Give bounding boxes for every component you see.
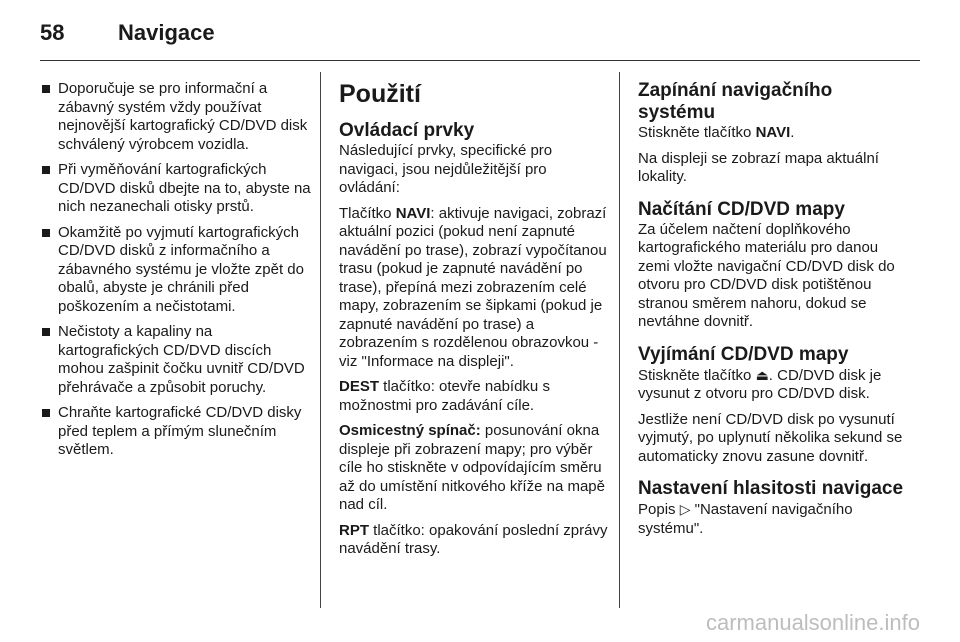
rpt-paragraph: RPT tlačítko: opakování poslední zprávy navádění trasy. bbox=[339, 521, 608, 557]
column-2 bbox=[339, 80, 611, 566]
list-item: Nečistoty a kapaliny na kartografických CD/DVD discích mohou zašpinit čočku uvnitř CD/DVD přehrávače a způsobit poruchy. bbox=[40, 323, 312, 397]
navi-key: NAVI bbox=[395, 204, 431, 222]
page-title: Navigace bbox=[118, 20, 215, 45]
header-rule bbox=[40, 60, 920, 61]
list-item: Při vyměňování kartografických CD/DVD disků dbejte na to, abyste na nich nezanechali otisky prstů. bbox=[40, 161, 312, 217]
section-heading-usage: Použití bbox=[339, 80, 421, 108]
list-item: Okamžitě po vyjmutí kartografických CD/DVD disků z informačního a zábavného systému je vložte zpět do obalů, abyste je chránili před poškozením a nečistotami. bbox=[40, 224, 312, 317]
column-3 bbox=[638, 80, 910, 545]
switch-on-paragraph-2: Na displeji se zobrazí mapa aktuální lokality. bbox=[638, 149, 879, 185]
heading-load-map: Načítání CD/DVD mapy bbox=[638, 198, 845, 220]
watermark: carmanualsonline.info bbox=[705, 610, 920, 635]
eject-map-paragraph-1: Stiskněte tlačítko ⏏. CD/DVD disk je vysunut z otvoru pro CD/DVD disk. bbox=[638, 366, 882, 402]
navi-paragraph: Tlačítko NAVI: aktivuje navigaci, zobrazí aktuální pozici (pokud není zapnuté navádění po trase), zobrazí vypočítanou trasu (pokud je zapnuté navádění po trase), přepíná mezi zobrazením celé mapy, zobrazením se šipkami (pokud je zapnuté navádění po trase) a zobrazením s rozdělenou obrazovkou - viz "Informace na displeji". bbox=[339, 204, 607, 370]
bullet-list bbox=[40, 80, 312, 460]
column-divider-1 bbox=[320, 72, 321, 608]
load-map-paragraph: Za účelem načtení doplňkového kartografického materiálu pro danou zemi vložte navigační CD/DVD disk do otvoru pro CD/DVD disk potištěnou stranou směrem nahoru, dokud se nevtáhne dovnitř. bbox=[638, 220, 895, 330]
heading-volume: Nastavení hlasitosti navigace bbox=[638, 478, 904, 499]
switch-paragraph: Osmicestný spínač: posunování okna displeje při zobrazení mapy; pro výběr cíle ho stiskněte v odpovídajícím směru až do umístění nitkového kříže na mapě nad cíl. bbox=[339, 422, 605, 513]
volume-paragraph: Popis ▷ "Nastavení navigačního systému". bbox=[638, 501, 853, 537]
switch-key: Osmicestný spínač: bbox=[339, 422, 481, 439]
dest-paragraph: DEST tlačítko: otevře nabídku s možnostmi pro zadávání cíle. bbox=[339, 378, 550, 414]
dest-key: DEST bbox=[339, 378, 380, 395]
switch-on-paragraph-1: Stiskněte tlačítko NAVI. bbox=[638, 124, 795, 141]
navi-key: NAVI bbox=[755, 124, 791, 141]
reference-arrow-icon: ▷ bbox=[679, 501, 691, 517]
heading-switch-on: Zapínání navigačního systému bbox=[638, 80, 833, 123]
rpt-key: RPT bbox=[339, 521, 369, 539]
subheading-controls: Ovládací prvky bbox=[339, 120, 475, 141]
eject-icon: ⏏ bbox=[755, 366, 769, 383]
list-item: Chraňte kartografické CD/DVD disky před teplem a přímým slunečním světlem. bbox=[40, 404, 312, 460]
column-1 bbox=[40, 80, 312, 467]
controls-intro: Následující prvky, specifické pro navigaci, jsou nejdůležitější pro ovládání: bbox=[339, 142, 553, 196]
eject-map-paragraph-2: Jestliže není CD/DVD disk po vysunutí vyjmutý, po uplynutí několika sekund se automaticky znovu zasune dovnitř. bbox=[638, 410, 903, 465]
page-number: 58 bbox=[40, 20, 65, 45]
heading-eject-map: Vyjímání CD/DVD mapy bbox=[638, 343, 849, 365]
column-divider-2 bbox=[619, 72, 620, 608]
list-item: Doporučuje se pro informační a zábavný systém vždy používat nejnovější kartografický CD/DVD disk schválený výrobcem vozidla. bbox=[40, 80, 312, 154]
page-header bbox=[40, 18, 215, 48]
